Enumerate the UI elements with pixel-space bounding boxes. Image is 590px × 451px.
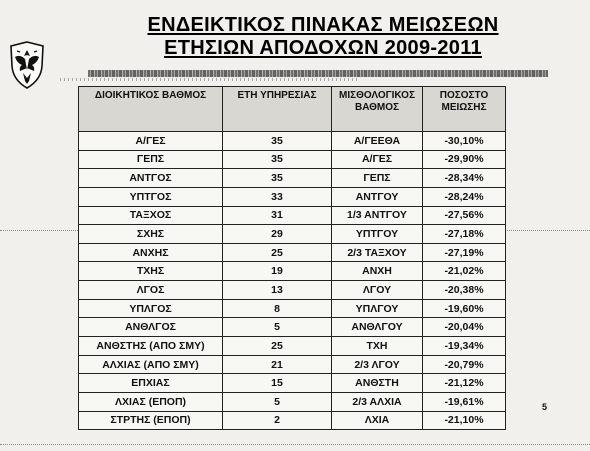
cell-percent: -20,38%: [423, 281, 506, 300]
eagle-emblem-icon: [8, 40, 46, 90]
cell-years: 15: [223, 374, 332, 393]
document-title-line-2: ΕΤΗΣΙΩΝ ΑΠΟΔΟΧΩΝ 2009-2011: [164, 37, 482, 59]
cell-rank: ΑΝΘΛΓΟΣ: [79, 318, 223, 337]
cell-percent: -21,12%: [423, 374, 506, 393]
cell-years: 33: [223, 187, 332, 206]
cell-percent: -27,18%: [423, 225, 506, 244]
cell-rank: ΑΝΧΗΣ: [79, 243, 223, 262]
cell-percent: -28,34%: [423, 169, 506, 188]
cell-percent: -19,60%: [423, 299, 506, 318]
cell-rank: ΣΧΗΣ: [79, 225, 223, 244]
cell-years: 5: [223, 318, 332, 337]
cell-percent: -29,90%: [423, 150, 506, 169]
cell-percent: -20,79%: [423, 355, 506, 374]
cell-pay-grade: ΑΝΧΗ: [332, 262, 423, 281]
document-title-line-1: ΕΝΔΕΙΚΤΙΚΟΣ ΠΙΝΑΚΑΣ ΜΕΙΩΣΕΩΝ: [147, 14, 499, 36]
cell-pay-grade: 2/3 ΛΓΟΥ: [332, 355, 423, 374]
cell-years: 35: [223, 169, 332, 188]
cell-pay-grade: Α/ΓΕΣ: [332, 150, 423, 169]
scan-artifact-line: [0, 444, 590, 445]
cell-pay-grade: ΛΓΟΥ: [332, 281, 423, 300]
table-row: [79, 337, 506, 356]
scan-artifact-band: [88, 70, 548, 77]
table-row: [79, 299, 506, 318]
cell-rank: ΑΝΤΓΟΣ: [79, 169, 223, 188]
cell-percent: -27,19%: [423, 243, 506, 262]
table-row: [79, 355, 506, 374]
cell-years: 25: [223, 337, 332, 356]
header-pay-grade: ΜΙΣΘΟΛΟΓΙΚΟΣ ΒΑΘΜΟΣ: [332, 87, 423, 132]
cell-pay-grade: 2/3 ΤΑΞΧΟΥ: [332, 243, 423, 262]
cell-pay-grade: ΤΧΗ: [332, 337, 423, 356]
cell-percent: -30,10%: [423, 132, 506, 151]
cell-years: 31: [223, 206, 332, 225]
cell-years: 35: [223, 150, 332, 169]
cell-years: 8: [223, 299, 332, 318]
cell-percent: -21,10%: [423, 411, 506, 430]
cell-rank: ΤΧΗΣ: [79, 262, 223, 281]
cell-rank: ΛΓΟΣ: [79, 281, 223, 300]
table-row: [79, 150, 506, 169]
table-row: [79, 281, 506, 300]
cell-rank: ΑΛΧΙΑΣ (ΑΠΟ ΣΜΥ): [79, 355, 223, 374]
table-row: [79, 187, 506, 206]
cell-pay-grade: 1/3 ΑΝΤΓΟΥ: [332, 206, 423, 225]
cell-rank: ΓΕΠΣ: [79, 150, 223, 169]
cell-percent: -28,24%: [423, 187, 506, 206]
cell-rank: ΥΠΛΓΟΣ: [79, 299, 223, 318]
cell-years: 2: [223, 411, 332, 430]
salary-reduction-table: [78, 86, 506, 430]
cell-pay-grade: ΑΝΘΛΓΟΥ: [332, 318, 423, 337]
cell-percent: -19,34%: [423, 337, 506, 356]
cell-years: 21: [223, 355, 332, 374]
header-percent: ΠΟΣΟΣΤΟ ΜΕΙΩΣΗΣ: [423, 87, 506, 132]
cell-years: 13: [223, 281, 332, 300]
table-row: [79, 392, 506, 411]
table-row: [79, 206, 506, 225]
cell-rank: ΣΤΡΤΗΣ (ΕΠΟΠ): [79, 411, 223, 430]
table-row: [79, 374, 506, 393]
cell-percent: -20,04%: [423, 318, 506, 337]
cell-pay-grade: ΑΝΤΓΟΥ: [332, 187, 423, 206]
cell-pay-grade: ΥΠΤΓΟΥ: [332, 225, 423, 244]
table-row: [79, 169, 506, 188]
table-body: [79, 132, 506, 430]
page-number: 5: [542, 402, 548, 412]
cell-pay-grade: ΥΠΛΓΟΥ: [332, 299, 423, 318]
cell-years: 29: [223, 225, 332, 244]
table-row: [79, 132, 506, 151]
cell-percent: -19,61%: [423, 392, 506, 411]
cell-percent: -27,56%: [423, 206, 506, 225]
table-row: [79, 225, 506, 244]
scan-artifact-band: [60, 78, 360, 81]
cell-years: 5: [223, 392, 332, 411]
cell-rank: ΛΧΙΑΣ (ΕΠΟΠ): [79, 392, 223, 411]
cell-pay-grade: ΓΕΠΣ: [332, 169, 423, 188]
table-row: [79, 318, 506, 337]
header-years: ΕΤΗ ΥΠΗΡΕΣΙΑΣ: [223, 87, 332, 132]
table-header-row: [79, 87, 506, 132]
table-row: [79, 262, 506, 281]
cell-pay-grade: ΑΝΘΣΤΗ: [332, 374, 423, 393]
table-row: [79, 411, 506, 430]
cell-years: 35: [223, 132, 332, 151]
cell-pay-grade: ΛΧΙΑ: [332, 411, 423, 430]
cell-pay-grade: 2/3 ΑΛΧΙΑ: [332, 392, 423, 411]
cell-percent: -21,02%: [423, 262, 506, 281]
cell-years: 25: [223, 243, 332, 262]
cell-rank: ΑΝΘΣΤΗΣ (ΑΠΟ ΣΜΥ): [79, 337, 223, 356]
cell-rank: ΤΑΞΧΟΣ: [79, 206, 223, 225]
cell-rank: Α/ΓΕΣ: [79, 132, 223, 151]
cell-pay-grade: Α/ΓΕΕΘΑ: [332, 132, 423, 151]
cell-years: 19: [223, 262, 332, 281]
cell-rank: ΥΠΤΓΟΣ: [79, 187, 223, 206]
cell-rank: ΕΠΧΙΑΣ: [79, 374, 223, 393]
table-row: [79, 243, 506, 262]
header-rank: ΔΙΟΙΚΗΤΙΚΟΣ ΒΑΘΜΟΣ: [79, 87, 223, 132]
